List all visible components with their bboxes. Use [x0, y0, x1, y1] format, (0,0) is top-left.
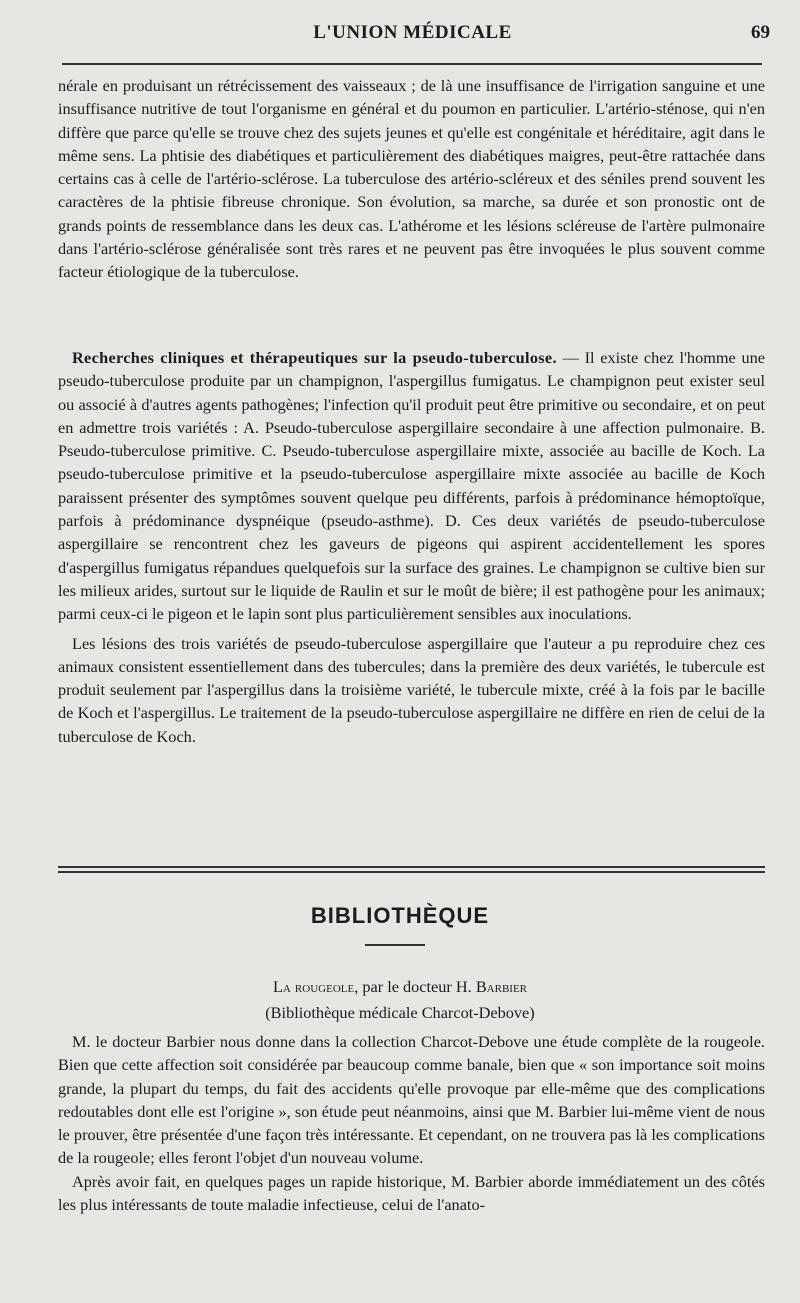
book-reference	[0, 975, 800, 999]
section-pseudo-tuberculose	[58, 346, 765, 748]
review-paragraph-1: M. le docteur Barbier nous donne dans la collection Charcot-Debove une étude complète de la rougeole. Bien que cette affection soit considérée par beaucoup comme banale, bien que « son importance soit moins grande, la plupart du temps, du fait des accidents qu'elle provoque par elle-même que des complications redoutables dont elle est l'origine », son étude peut néanmoins, ainsi que M. Barbier lui-même vient de nous le prouver, être présentée d'une façon très intéressante. Et cependant, on ne trouvera pas là les complications de la rougeole; elles feront l'objet d'un nouveau volume.	[58, 1032, 765, 1168]
review-paragraph-2: Après avoir fait, en quelques pages un rapide historique, M. Barbier aborde immédiatement un des côtés les plus intéressants de toute maladie infectieuse, celui de l'anato-	[58, 1171, 765, 1215]
paragraph-text: nérale en produisant un rétrécissement des vaisseaux ; de là une insuffisance de l'irrigation sanguine et une insuffisance nutritive de tout l'organisme en général et du poumon en particulier. L'artério-sténose, qui n'en diffère que parce qu'elle se trouve chez des sujets jeunes et qu'elle est congénitale et héréditaire, agit dans le même sens. La phtisie des diabétiques et particulièrement des diabétiques maigres, peut-être rattachée dans certains cas à celle de l'artério-sclérose. La tuberculose des artério-scléreux et des séniles prend souvent les caractères de la phtisie fibreuse chronique. Son évolution, sa marche, sa durée et son pronostic ont de grands points de ressemblance dans les deux cas. L'athérome et les lésions scléreuse de l'artère pulmonaire dans l'artério-sclérose généralisée sont très rares et ne peuvent pas être invoquées le plus souvent comme facteur étiologique de la tuberculose.	[58, 76, 765, 282]
book-collection: (Bibliothèque médicale Charcot-Debove)	[265, 1003, 535, 1022]
page-header	[55, 18, 770, 52]
book-author: , par le docteur H.	[354, 977, 476, 996]
section-paragraph-1-text: — Il existe chez l'homme une pseudo-tuberculose produite par un champignon, l'aspergillus fumigatus. Le champignon peut exister seul ou associé à d'autres agents pathogènes; l'infection qu'il produit peut être primitive ou secondaire, et on peut en admettre trois variétés : A. Pseudo-tuberculose aspergillaire secondaire à une affection pulmonaire. B. Pseudo-tuberculose primitive. C. Pseudo-tuberculose aspergillaire mixte, associée au bacille de Koch. La pseudo-tuberculose primitive et la pseudo-tuberculose aspergillaire mixte associée au bacille de Koch paraissent présenter des symptômes souvent quelque peu différents, parfois à prédominance hémoptoïque, parfois à prédominance dyspnéique (pseudo-asthme). D. Ces deux variétés de pseudo-tuberculose aspergillaire se rencontrent chez les gaveurs de pigeons qui aspirent accidentellement les spores d'aspergillus fumigatus répandues quelquefois sur la surface des graines. Le champignon se cultive bien sur les milieux arides, surtout sur le liquide de Raulin et sur le moût de bière; il est pathogène pour les animaux; parmi ceux-ci le pigeon et le lapin sont plus particulièrement sensibles aux inoculations.	[58, 348, 765, 624]
bibliography-short-rule	[365, 944, 425, 946]
section-title: Recherches cliniques et thérapeutiques sur la pseudo-tuberculose.	[72, 348, 557, 367]
section-paragraph-1	[58, 346, 765, 626]
book-author-name: Barbier	[475, 977, 528, 996]
section-double-rule-top	[58, 866, 765, 868]
header-rule	[62, 63, 762, 65]
bibliography-heading: BIBLIOTHÈQUE	[310, 903, 490, 928]
bibliography-review	[58, 1030, 765, 1216]
section-double-rule-bottom	[58, 871, 765, 873]
running-title: L'UNION MÉDICALE	[313, 22, 512, 43]
paragraph-arterio-sclerose	[58, 74, 765, 284]
book-title: La rougeole	[272, 977, 355, 996]
section-paragraph-2: Les lésions des trois variétés de pseudo-tuberculose aspergillaire que l'auteur a pu reproduire chez ces animaux consistent essentiellement dans des tubercules; dans la première des deux variétés, le tubercule est produit seulement par l'aspergillus dans la troisième variété, le tubercule mixte, créé à la fois par le bacille de Koch et l'aspergillus. Le traitement de la pseudo-tuberculose aspergillaire ne diffère en rien de celui de la tuberculose de Koch.	[58, 633, 765, 746]
page-number: 69	[751, 22, 770, 43]
